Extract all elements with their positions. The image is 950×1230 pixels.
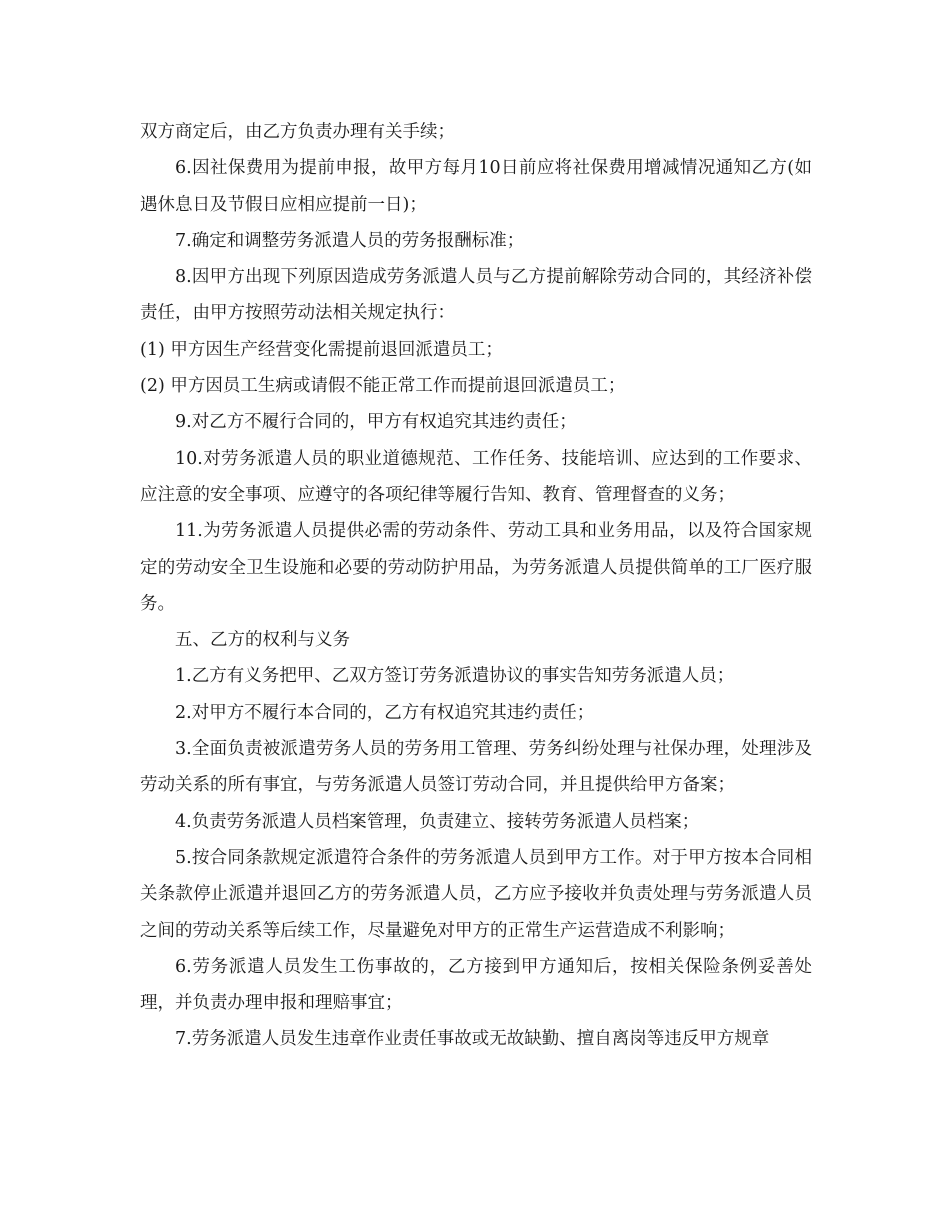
clause-8-compensation: 8.因甲方出现下列原因造成劳务派遣人员与乙方提前解除劳动合同的，其经济补偿责任，由甲方按照劳动法相关规定执行： (140, 267, 812, 324)
clause-10-duties: 10.对劳务派遣人员的职业道德规范、工作任务、技能培训、应达到的工作要求、应注意的安全事项、应遵守的各项纪律等履行告知、教育、管理督查的义务； (140, 448, 812, 505)
clause-11-conditions: 11.为劳务派遣人员提供必需的劳动条件、劳动工具和业务用品，以及符合国家规定的劳动安全卫生设施和必要的劳动防护用品，为劳务派遣人员提供简单的工厂医疗服务。 (140, 521, 812, 614)
clause-7-remuneration: 7.确定和调整劳务派遣人员的劳务报酬标准； (175, 230, 525, 251)
section-5-clause-4: 4.负责劳务派遣人员档案管理，负责建立、接转劳务派遣人员档案； (175, 811, 700, 832)
section-5-clause-2: 2.对甲方不履行本合同的，乙方有权追究其违约责任； (175, 702, 595, 723)
section-5-heading: 五、乙方的权利与义务 (175, 630, 350, 651)
section-5-clause-3: 3.全面负责被派遣劳务人员的劳务用工管理、劳务纠纷处理与社保办理，处理涉及劳动关系的所有事宜，与劳务派遣人员签订劳动合同，并且提供给甲方备案； (140, 739, 812, 796)
section-5-clause-7: 7.劳务派遣人员发生违章作业责任事故或无故缺勤、擅自离岗等违反甲方规章 (175, 1029, 770, 1050)
section-5-clause-1: 1.乙方有义务把甲、乙双方签订劳务派遣协议的事实告知劳务派遣人员； (175, 666, 735, 687)
document-body (140, 114, 812, 1058)
clause-9-breach: 9.对乙方不履行合同的，甲方有权追究其违约责任； (175, 412, 577, 433)
section-5-clause-6: 6.劳务派遣人员发生工伤事故的，乙方接到甲方通知后，按相关保险条例妥善处理，并负责办理申报和理赔事宜； (140, 956, 812, 1014)
clause-8-item-2: (2) 甲方因员工生病或请假不能正常工作而提前退回派遣员工； (140, 376, 626, 397)
paragraph-continuation: 双方商定后，由乙方负责办理有关手续； (140, 122, 455, 142)
section-5-clause-5: 5.按合同条款规定派遣符合条件的劳务派遣人员到甲方工作。对于甲方按本合同相关条款停止派遣并退回乙方的劳务派遣人员，乙方应予接收并负责处理与劳务派遣人员之间的劳动关系等后续工作，尽量避免对甲方的正常生产运营造成不利影响； (140, 847, 812, 941)
clause-6-social-insurance: 6.因社保费用为提前申报，故甲方每月10日前应将社保费用增减情况通知乙方(如遇休息日及节假日应相应提前一日)； (140, 158, 812, 215)
clause-8-item-1: (1) 甲方因生产经营变化需提前退回派遣员工； (140, 339, 503, 360)
